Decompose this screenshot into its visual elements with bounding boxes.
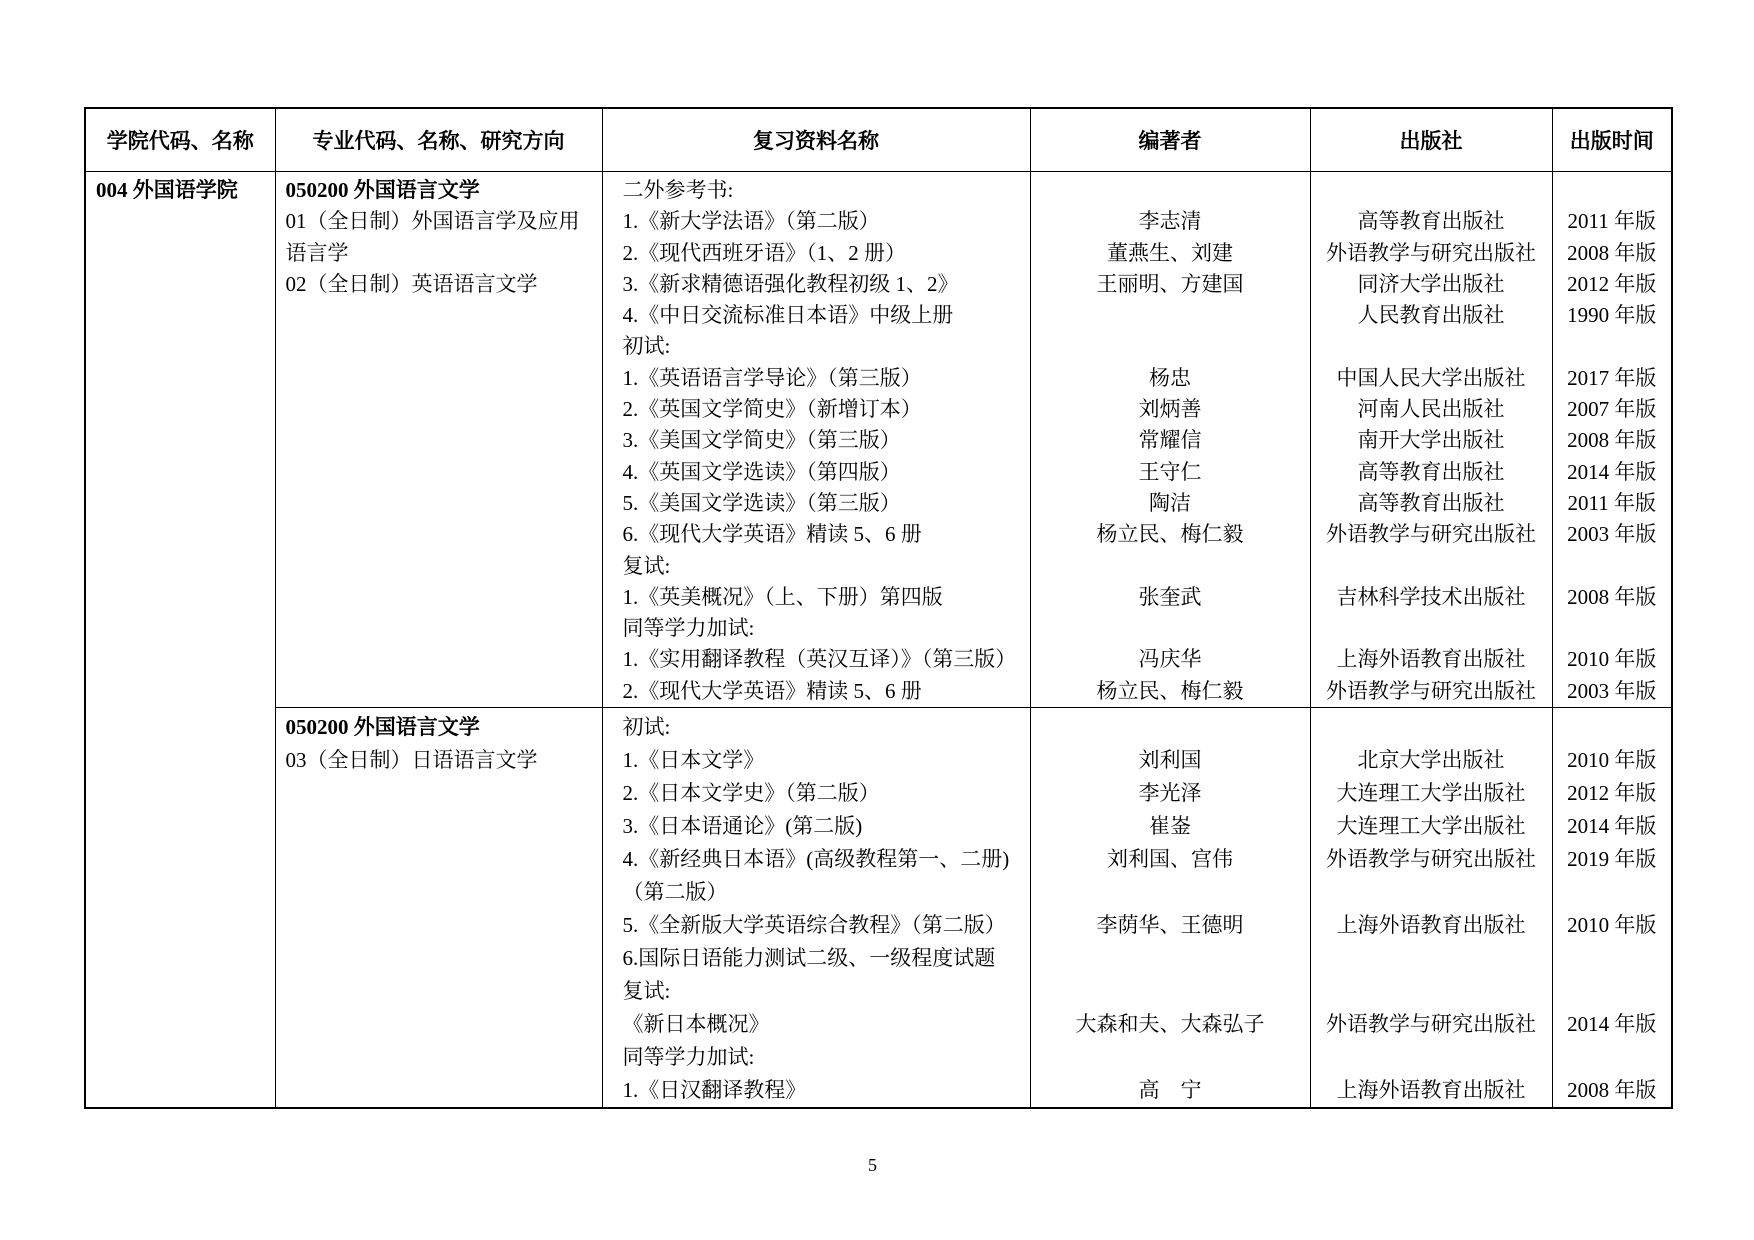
publish-year bbox=[1553, 975, 1672, 1008]
author-name: 高 宁 bbox=[1138, 1078, 1202, 1103]
publish-year: 2011 年版 bbox=[1567, 490, 1656, 515]
publish-year: 2010 年版 bbox=[1567, 748, 1657, 773]
material-title: 3.《美国文学简史》（第三版） bbox=[622, 428, 901, 453]
publish-year bbox=[1553, 331, 1672, 362]
publisher-name: 外语教学与研究出版社 bbox=[1326, 678, 1536, 703]
author-name: 杨立民、梅仁毅 bbox=[1096, 678, 1244, 703]
publisher-name bbox=[1311, 613, 1552, 644]
publish-year: 2012 年版 bbox=[1567, 271, 1657, 296]
material-title: 2.《日本文学史》（第二版） bbox=[622, 781, 880, 806]
publish-year bbox=[1553, 942, 1672, 975]
publisher-name: 吉林科学技术出版社 bbox=[1336, 584, 1526, 609]
research-direction: 语言学 bbox=[285, 240, 349, 265]
year-cell bbox=[1552, 172, 1672, 708]
research-direction: 02（全日制）英语语言文学 bbox=[285, 271, 538, 296]
publisher-name bbox=[1311, 1041, 1552, 1074]
publish-year: 2014 年版 bbox=[1567, 459, 1657, 484]
review-materials-table bbox=[84, 107, 1673, 1109]
author-cell bbox=[1030, 708, 1310, 1109]
publisher-name: 北京大学出版社 bbox=[1357, 748, 1505, 773]
publisher-name: 高等教育出版社 bbox=[1357, 459, 1505, 484]
author-cell bbox=[1030, 172, 1310, 708]
author-name bbox=[1031, 300, 1310, 331]
publish-year: 2003 年版 bbox=[1567, 678, 1657, 703]
material-title: 初试: bbox=[622, 715, 671, 740]
material-title: 1.《日本文学》 bbox=[622, 748, 765, 773]
author-name: 张奎武 bbox=[1138, 584, 1202, 609]
section-row bbox=[85, 708, 1672, 1109]
author-name: 王丽明、方建国 bbox=[1096, 271, 1244, 296]
material-title: 6.国际日语能力测试二级、一级程度试题 bbox=[622, 946, 996, 971]
publish-year: 2008 年版 bbox=[1567, 584, 1657, 609]
material-title: 4.《新经典日本语》(高级教程第一、二册) bbox=[622, 847, 1010, 872]
publish-year: 2003 年版 bbox=[1567, 522, 1657, 547]
publish-year: 2008 年版 bbox=[1567, 1078, 1657, 1103]
header-college: 学院代码、名称 bbox=[85, 108, 275, 172]
material-title: 2.《英国文学简史》（新增订本） bbox=[622, 397, 922, 422]
author-name: 大森和夫、大森弘子 bbox=[1075, 1012, 1265, 1037]
material-title: 1.《英语语言学导论》（第三版） bbox=[622, 365, 922, 390]
publisher-name bbox=[1311, 876, 1552, 909]
material-title: 复试: bbox=[622, 553, 671, 578]
page-number: 5 bbox=[868, 1155, 877, 1175]
author-name: 刘利国、宫伟 bbox=[1107, 847, 1233, 872]
publish-year: 2012 年版 bbox=[1567, 781, 1657, 806]
material-title: 1.《日汉翻译教程》 bbox=[622, 1078, 807, 1103]
author-name: 崔崟 bbox=[1149, 814, 1191, 839]
material-title: 4.《英国文学选读》（第四版） bbox=[622, 459, 901, 484]
publisher-name: 上海外语教育出版社 bbox=[1336, 1078, 1526, 1103]
material-title: 同等学力加试: bbox=[622, 616, 755, 641]
publisher-cell bbox=[1310, 172, 1552, 708]
material-title: 3.《日本语通论》(第二版) bbox=[622, 814, 863, 839]
publisher-name: 南开大学出版社 bbox=[1357, 428, 1505, 453]
publisher-name bbox=[1311, 331, 1552, 362]
material-title: 2.《现代大学英语》精读 5、6 册 bbox=[622, 678, 922, 703]
publish-year bbox=[1553, 613, 1672, 644]
major-cell bbox=[275, 172, 602, 708]
publisher-name: 上海外语教育出版社 bbox=[1336, 913, 1526, 938]
publish-year: 2007 年版 bbox=[1567, 397, 1657, 422]
author-name: 李荫华、王德明 bbox=[1096, 913, 1244, 938]
publish-year bbox=[1553, 876, 1672, 909]
author-name: 陶洁 bbox=[1149, 490, 1191, 515]
author-name: 刘炳善 bbox=[1138, 397, 1202, 422]
major-code-name: 050200 外国语言文学 bbox=[285, 178, 480, 202]
material-title: 5.《全新版大学英语综合教程》（第二版） bbox=[622, 913, 1006, 938]
publish-year: 2011 年版 bbox=[1567, 209, 1656, 234]
material-title: 复试: bbox=[622, 979, 671, 1004]
material-cell bbox=[602, 708, 1030, 1109]
material-title: 1.《新大学法语》（第二版） bbox=[622, 209, 880, 234]
author-name bbox=[1031, 975, 1310, 1008]
publisher-name bbox=[1311, 942, 1552, 975]
header-year: 出版时间 bbox=[1552, 108, 1672, 172]
publish-year: 2010 年版 bbox=[1567, 647, 1657, 672]
publisher-cell bbox=[1310, 708, 1552, 1109]
author-name bbox=[1031, 613, 1310, 644]
author-name: 李志清 bbox=[1138, 209, 1202, 234]
publish-year bbox=[1553, 175, 1672, 206]
research-direction: 03（全日制）日语语言文学 bbox=[285, 748, 538, 773]
author-name bbox=[1031, 942, 1310, 975]
author-name: 杨立民、梅仁毅 bbox=[1096, 522, 1244, 547]
publisher-name: 同济大学出版社 bbox=[1357, 271, 1505, 296]
material-title: 2.《现代西班牙语》（1、2 册） bbox=[622, 240, 906, 265]
material-title: 3.《新求精德语强化教程初级 1、2》 bbox=[622, 271, 959, 296]
publisher-name: 上海外语教育出版社 bbox=[1336, 647, 1526, 672]
author-name bbox=[1031, 175, 1310, 206]
author-name bbox=[1031, 551, 1310, 582]
author-name bbox=[1031, 876, 1310, 909]
author-name: 刘利国 bbox=[1138, 748, 1202, 773]
publisher-name: 外语教学与研究出版社 bbox=[1326, 847, 1536, 872]
material-cell bbox=[602, 172, 1030, 708]
header-row bbox=[85, 108, 1672, 172]
major-cell bbox=[275, 708, 602, 1109]
publish-year: 1990 年版 bbox=[1567, 303, 1657, 328]
publish-year: 2008 年版 bbox=[1567, 240, 1657, 265]
publisher-name bbox=[1311, 975, 1552, 1008]
material-title: 初试: bbox=[622, 334, 671, 359]
material-title: 1.《实用翻译教程（英汉互译）》（第三版） bbox=[622, 647, 1017, 672]
publish-year: 2014 年版 bbox=[1567, 1012, 1657, 1037]
author-name: 杨忠 bbox=[1149, 365, 1191, 390]
material-title: 《新日本概况》 bbox=[622, 1012, 770, 1037]
publisher-name: 外语教学与研究出版社 bbox=[1326, 240, 1536, 265]
publisher-name: 河南人民出版社 bbox=[1357, 397, 1505, 422]
publish-year: 2010 年版 bbox=[1567, 913, 1657, 938]
publisher-name: 中国人民大学出版社 bbox=[1336, 365, 1526, 390]
publisher-name: 外语教学与研究出版社 bbox=[1326, 522, 1536, 547]
material-title: 同等学力加试: bbox=[622, 1045, 755, 1070]
header-publisher: 出版社 bbox=[1310, 108, 1552, 172]
author-name: 常耀信 bbox=[1138, 428, 1202, 453]
publish-year bbox=[1553, 1041, 1672, 1074]
publish-year: 2019 年版 bbox=[1567, 847, 1657, 872]
publisher-name: 外语教学与研究出版社 bbox=[1326, 1012, 1536, 1037]
publish-year bbox=[1553, 711, 1672, 744]
publish-year: 2014 年版 bbox=[1567, 814, 1657, 839]
research-direction: 01（全日制）外国语言学及应用 bbox=[285, 209, 580, 234]
material-title: 1.《英美概况》（上、下册）第四版 bbox=[622, 584, 943, 609]
author-name: 董燕生、刘建 bbox=[1107, 240, 1233, 265]
author-name bbox=[1031, 711, 1310, 744]
author-name: 李光泽 bbox=[1138, 781, 1202, 806]
publisher-name: 大连理工大学出版社 bbox=[1336, 814, 1526, 839]
publisher-name: 高等教育出版社 bbox=[1357, 209, 1505, 234]
publisher-name bbox=[1311, 711, 1552, 744]
material-title: 5.《美国文学选读》（第三版） bbox=[622, 490, 901, 515]
material-title: 6.《现代大学英语》精读 5、6 册 bbox=[622, 522, 922, 547]
header-author: 编著者 bbox=[1030, 108, 1310, 172]
material-title: 二外参考书: bbox=[622, 178, 734, 202]
publisher-name bbox=[1311, 175, 1552, 206]
publish-year: 2008 年版 bbox=[1567, 428, 1657, 453]
major-code-name: 050200 外国语言文学 bbox=[285, 715, 480, 740]
publisher-name bbox=[1311, 551, 1552, 582]
header-material: 复习资料名称 bbox=[602, 108, 1030, 172]
author-name: 冯庆华 bbox=[1138, 647, 1202, 672]
college-cell bbox=[85, 172, 275, 1109]
material-title: 4.《中日交流标准日本语》中级上册 bbox=[622, 303, 954, 328]
year-cell bbox=[1552, 708, 1672, 1109]
publisher-name: 高等教育出版社 bbox=[1357, 490, 1505, 515]
author-name: 王守仁 bbox=[1138, 459, 1202, 484]
publisher-name: 人民教育出版社 bbox=[1357, 303, 1505, 328]
publish-year bbox=[1553, 551, 1672, 582]
author-name bbox=[1031, 331, 1310, 362]
college-name: 004 外国语学院 bbox=[96, 178, 238, 202]
publish-year: 2017 年版 bbox=[1567, 365, 1657, 390]
material-title: （第二版） bbox=[622, 880, 728, 905]
section-row bbox=[85, 172, 1672, 708]
author-name bbox=[1031, 1041, 1310, 1074]
publisher-name: 大连理工大学出版社 bbox=[1336, 781, 1526, 806]
header-major: 专业代码、名称、研究方向 bbox=[275, 108, 602, 172]
